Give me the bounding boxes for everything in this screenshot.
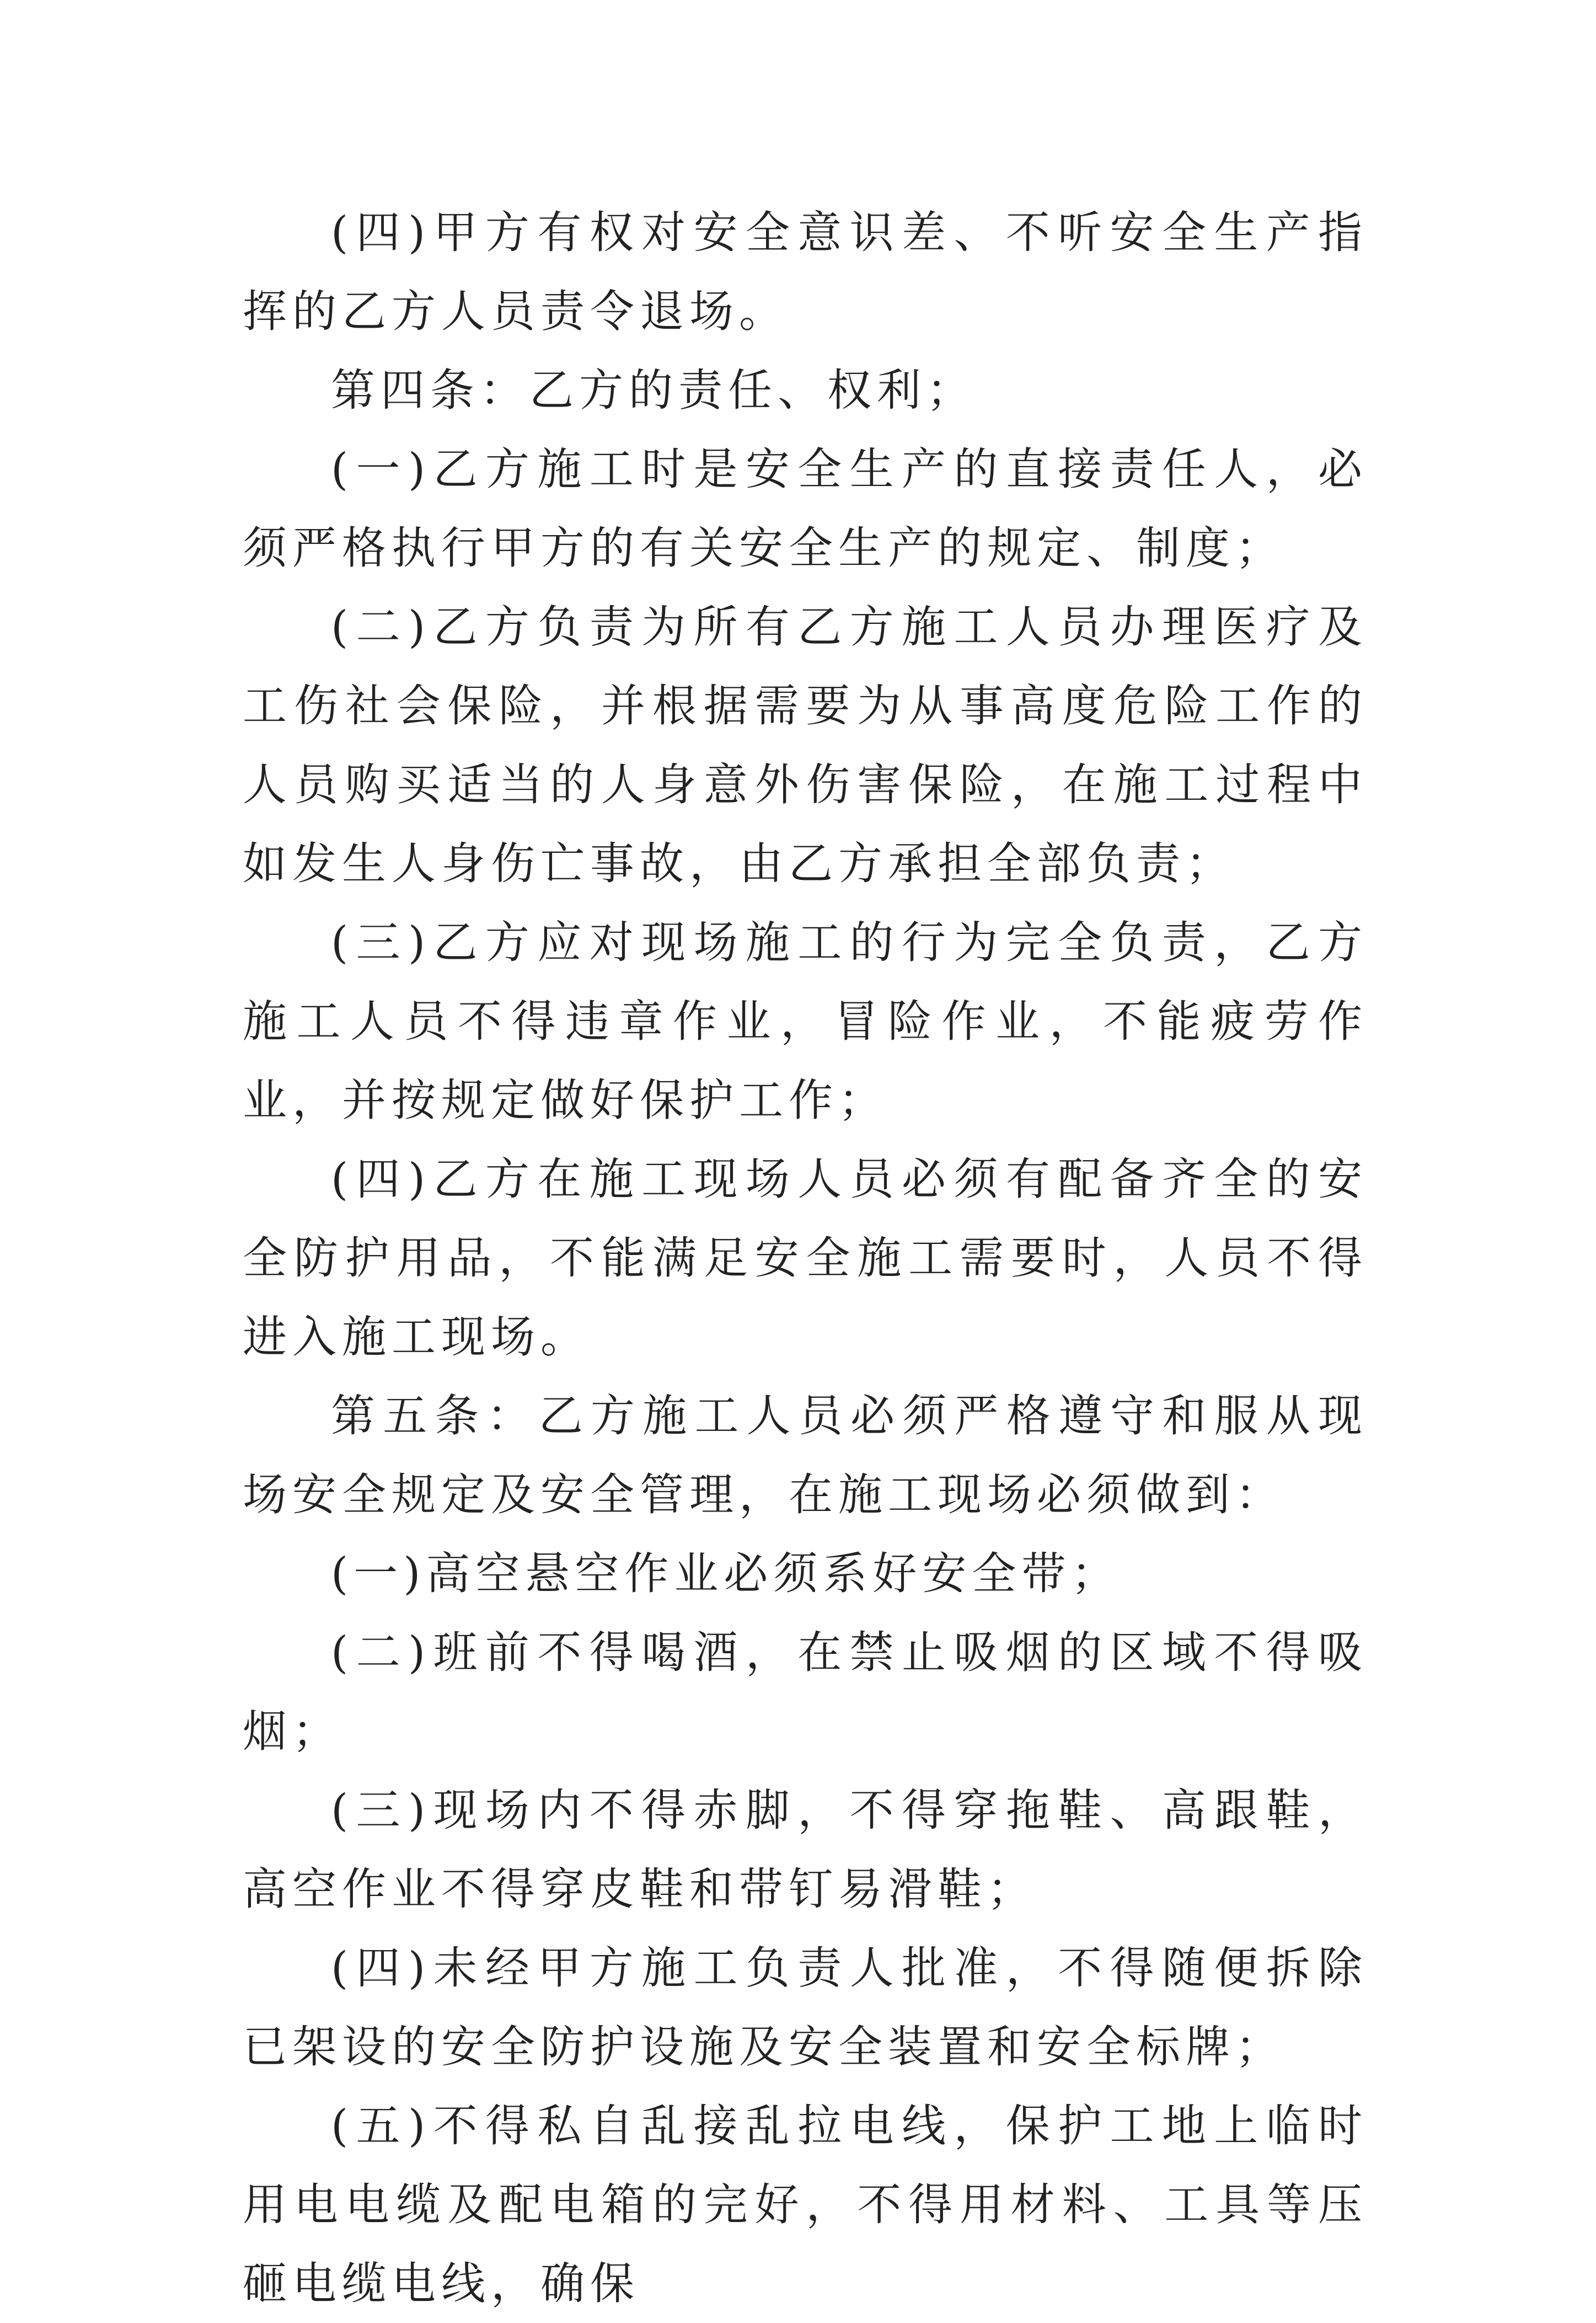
paragraph-article-4-item-2: (二)乙方负责为所有乙方施工人员办理医疗及工伤社会保险，并根据需要为从事高度危险工作的人员购买适当的人身意外伤害保险，在施工过程中如发生人身伤亡事故，由乙方承担全部负责； <box>243 601 1368 889</box>
paragraph-article-4-item-1: (一)乙方施工时是安全生产的直接责任人，必须严格执行甲方的有关安全生产的规定、制度； <box>243 444 1368 574</box>
paragraph-article-4-item-4: (四)乙方在施工现场人员必须有配备齐全的安全防护用品，不能满足安全施工需要时，人员不得进入施工现场。 <box>243 1154 1368 1363</box>
document-body <box>243 193 1368 2323</box>
paragraph-article-5-item-1: (一)高空悬空作业必须系好安全带； <box>331 1548 1121 1599</box>
heading-article-5: 第五条：乙方施工人员必须严格遵守和服从现场安全规定及安全管理，在施工现场必须做到： <box>243 1390 1368 1520</box>
heading-article-4: 第四条：乙方的责任、权利； <box>331 365 976 416</box>
paragraph-article-5-item-3: (三)现场内不得赤脚，不得穿拖鞋、高跟鞋，高空作业不得穿皮鞋和带钉易滑鞋； <box>243 1785 1368 1915</box>
paragraph-article-4-item-3: (三)乙方应对现场施工的行为完全负责，乙方施工人员不得违章作业，冒险作业，不能疲劳作业，并按规定做好保护工作； <box>243 917 1368 1126</box>
paragraph-clause-3-item-4: (四)甲方有权对安全意识差、不听安全生产指挥的乙方人员责令退场。 <box>243 207 1368 337</box>
paragraph-article-5-item-2: (二)班前不得喝酒，在禁止吸烟的区域不得吸烟； <box>243 1627 1368 1757</box>
paragraph-article-5-item-5: (五)不得私自乱接乱拉电线，保护工地上临时用电电缆及配电箱的完好，不得用材料、工具等压砸电缆电线，确保 <box>243 2100 1368 2309</box>
paragraph-article-5-item-4: (四)未经甲方施工负责人批准，不得随便拆除已架设的安全防护设施及安全装置和安全标牌； <box>243 1942 1368 2073</box>
